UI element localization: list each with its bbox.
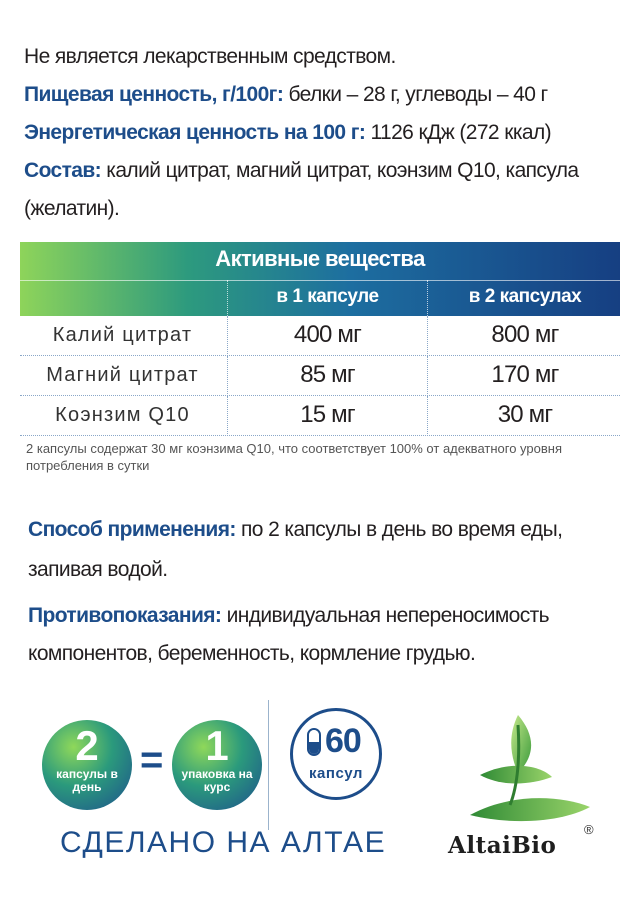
- amount-1-capsule: 15 мг: [300, 401, 355, 428]
- capsule-count-badge: [290, 708, 382, 800]
- energy-value: 1126 кДж (272 ккал): [365, 121, 552, 144]
- contraindications: [28, 597, 618, 673]
- usage-label: Способ применения:: [28, 518, 236, 541]
- header-col-divider: [227, 280, 228, 316]
- capsule-icon: [307, 728, 321, 756]
- equals-sign: =: [140, 738, 164, 782]
- registered-mark: ®: [584, 822, 594, 837]
- composition-value: калий цитрат, магний цитрат, коэнзим Q10, капсула (желатин).: [24, 159, 579, 220]
- badge-caption: упаковка на курс: [181, 767, 253, 794]
- table-row: [20, 396, 620, 436]
- amount-1-capsule: 400 мг: [293, 321, 362, 348]
- package-per-course-badge: [172, 720, 262, 810]
- badge-caption: капсулы в день: [56, 767, 118, 794]
- active-substances-table: [20, 242, 620, 436]
- amount-2-capsules: 800 мг: [491, 321, 559, 348]
- badge-divider: [268, 700, 269, 830]
- not-medicine-note: Не является лекарственным средством.: [24, 45, 396, 68]
- nutrition-label: Пищевая ценность, г/100г:: [24, 83, 284, 106]
- nutrition-line: [24, 76, 624, 114]
- usage-value: по 2 капсулы в день во время еды, запивая водой.: [28, 518, 563, 581]
- badge-number: 2: [75, 722, 99, 769]
- table-row: [20, 356, 620, 396]
- altaibio-wordmark: AltaiBio: [448, 832, 557, 859]
- amount-1-capsule: 85 мг: [300, 361, 355, 388]
- contra-value: индивидуальная непереносимость компонентов, беременность, кормление грудью.: [28, 604, 550, 665]
- capsule-count-caption: капсул: [309, 765, 363, 782]
- substance-name: Коэнзим Q10: [55, 404, 190, 426]
- substance-name: Калий цитрат: [52, 324, 193, 346]
- composition-line: [24, 152, 584, 228]
- energy-line: [24, 114, 624, 152]
- badge-number: 1: [205, 722, 229, 769]
- amount-2-capsules: 170 мг: [491, 361, 559, 388]
- contra-label: Противопоказания:: [28, 604, 222, 627]
- substance-name: Магний цитрат: [46, 364, 199, 386]
- amount-2-capsules: 30 мг: [497, 401, 553, 428]
- energy-label: Энергетическая ценность на 100 г:: [24, 121, 366, 144]
- capsule-count: 60: [325, 722, 361, 760]
- table-footnote: 2 капсулы содержат 30 мг коэнзима Q10, что соответствует 100% от адекватного уровня потребления в сутки: [26, 441, 562, 473]
- made-in-altai: СДЕЛАНО НА АЛТАЕ: [60, 826, 387, 859]
- nutrition-value: белки – 28 г, углеводы – 40 г: [283, 83, 548, 106]
- table-title: Активные вещества: [215, 246, 425, 271]
- table-header: [20, 242, 620, 316]
- composition-label: Состав:: [24, 159, 102, 182]
- table-row: [20, 316, 620, 356]
- usage-instructions: [28, 510, 618, 590]
- header-divider: [20, 280, 620, 281]
- capsules-per-day-badge: [42, 720, 132, 810]
- header-col-divider: [427, 280, 428, 316]
- column-header-2-capsules: в 2 капсулах: [468, 286, 582, 307]
- column-header-1-capsule: в 1 капсуле: [276, 286, 379, 307]
